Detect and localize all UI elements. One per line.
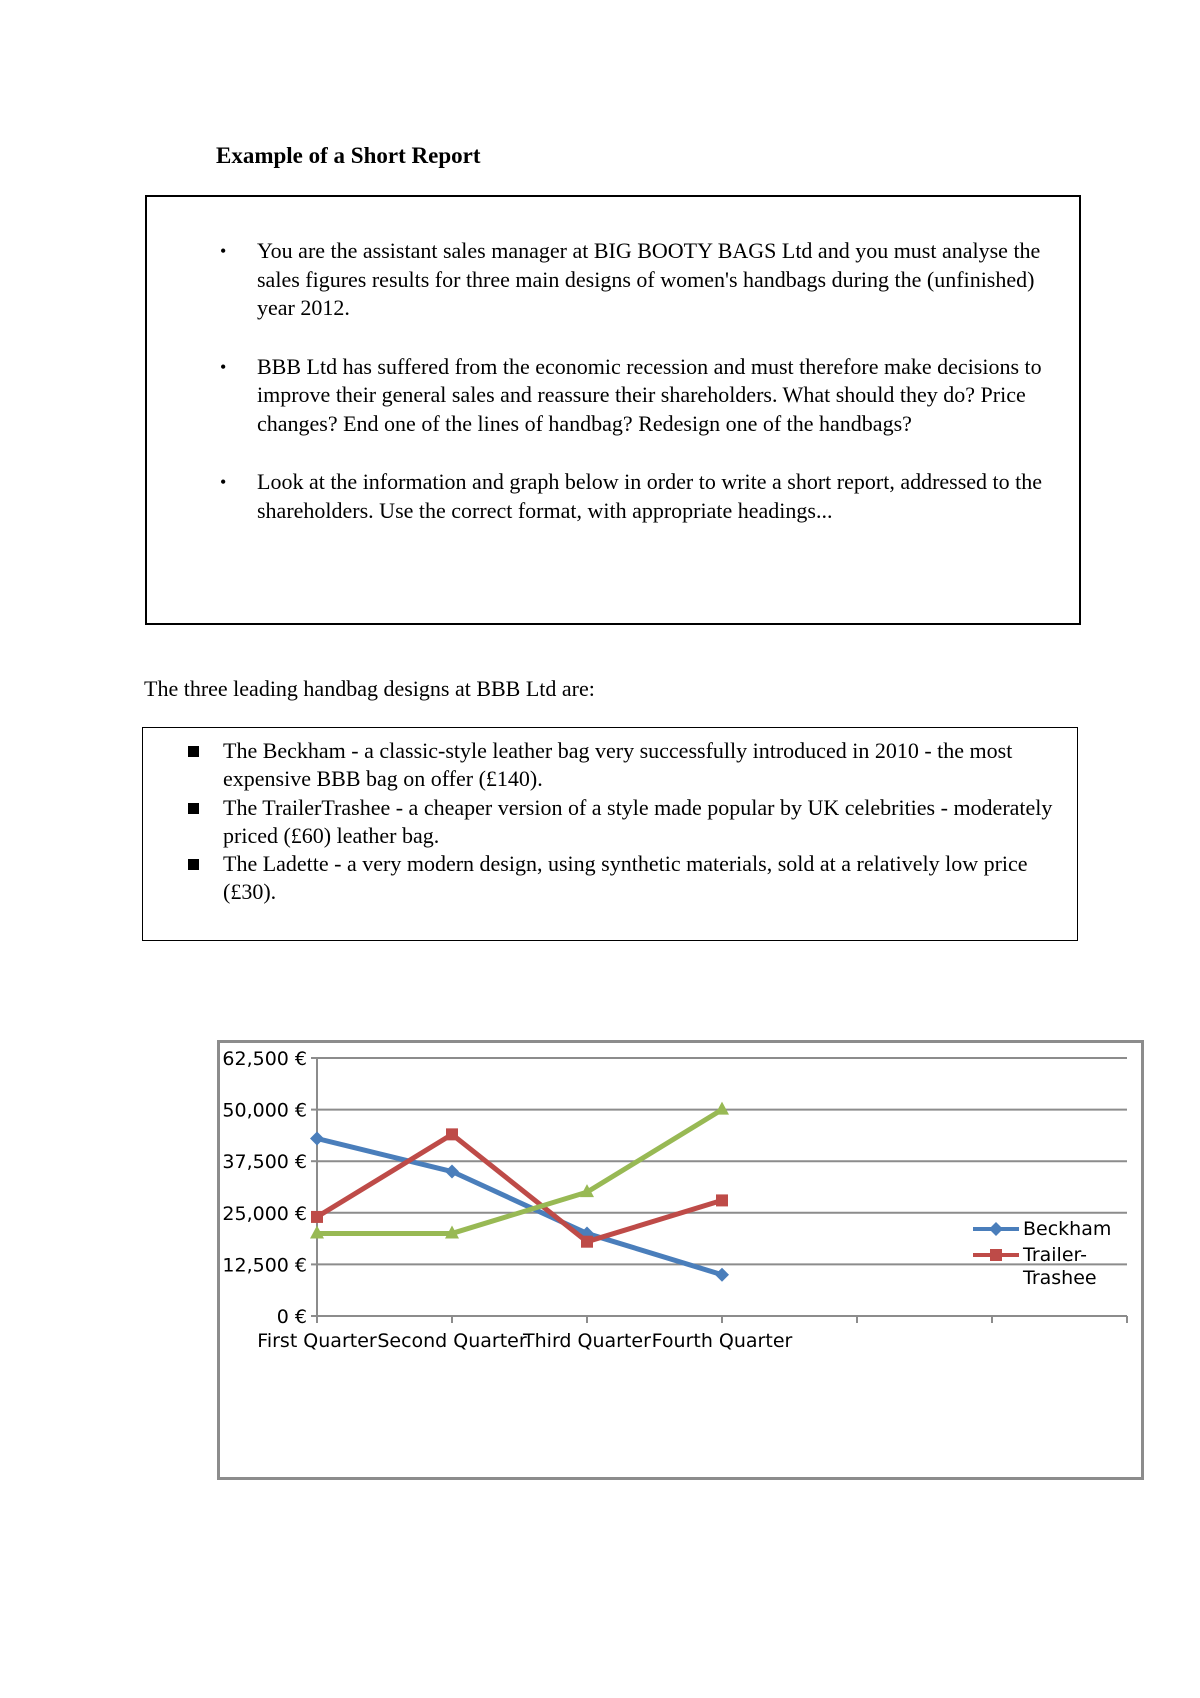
y-tick-label: 37,500 € [222,1151,307,1174]
data-point [581,1236,593,1248]
y-tick-label: 62,500 € [222,1048,307,1070]
data-point [716,1194,728,1206]
y-tick-label: 0 € [276,1306,307,1328]
task-box [145,195,1081,625]
x-tick-label: Second Quarter [377,1330,527,1352]
bullet-icon: • [220,472,227,492]
design-text: The Beckham - a classic-style leather bag very successfully introduced in 2010 - the most expensive BBB bag on offer (£140). [223,738,1013,792]
task-text: You are the assistant sales manager at BIG BOOTY BAGS Ltd and you must analyse the sales figures results for three main designs of women's handbags during the (unfinished) year 2012. [257,238,1041,320]
square-bullet-icon [188,803,199,814]
design-item [143,794,1077,851]
task-item [147,353,1079,439]
data-point [311,1211,323,1223]
task-text: BBB Ltd has suffered from the economic recession and must therefore make decisions to improve their general sales and reassure their shareholders. What should they do? Price changes? End one of the lines of handbag? Redesign one of the handbags? [257,353,1042,436]
task-list [147,237,1079,555]
designs-list [143,737,1077,907]
intro-text: The three leading handbag designs at BBB Ltd are: [144,676,595,701]
task-item [147,468,1079,525]
square-bullet-icon [188,859,199,870]
report-heading: Example of a Short Report [216,143,481,168]
sales-chart [217,1040,1144,1480]
x-tick-label: Fourth Quarter [651,1330,793,1352]
y-tick-label: 25,000 € [222,1202,307,1225]
x-tick-label: Third Quarter [523,1330,651,1352]
legend-label-line: Trashee [1023,1267,1097,1289]
designs-box [142,727,1078,941]
bullet-icon: • [220,241,227,261]
data-point [990,1249,1002,1261]
y-tick-label: 12,500 € [222,1254,307,1277]
square-bullet-icon [188,746,199,757]
legend-label [1022,1244,1097,1289]
bullet-icon: • [220,356,227,377]
design-item [143,850,1077,907]
design-item [143,737,1077,794]
legend-label-line: Trailer- [1023,1244,1087,1266]
y-tick-label: 50,000 € [222,1099,307,1122]
data-point [446,1128,458,1140]
x-tick-label: First Quarter [257,1330,377,1352]
design-text: The TrailerTrashee - a cheaper version of a style made popular by UK celebrities - moderately priced (£60) leather bag. [223,794,1053,848]
task-text: Look at the information and graph below in order to write a short report, addressed to the shareholders. Use the correct format, with appropriate headings... [257,469,1043,523]
sales-chart-svg [217,1040,1144,1480]
task-item [147,237,1079,323]
design-text: The Ladette - a very modern design, using synthetic materials, sold at a relatively low price (£30). [223,851,1028,905]
legend-label: Beckham [1023,1218,1112,1240]
